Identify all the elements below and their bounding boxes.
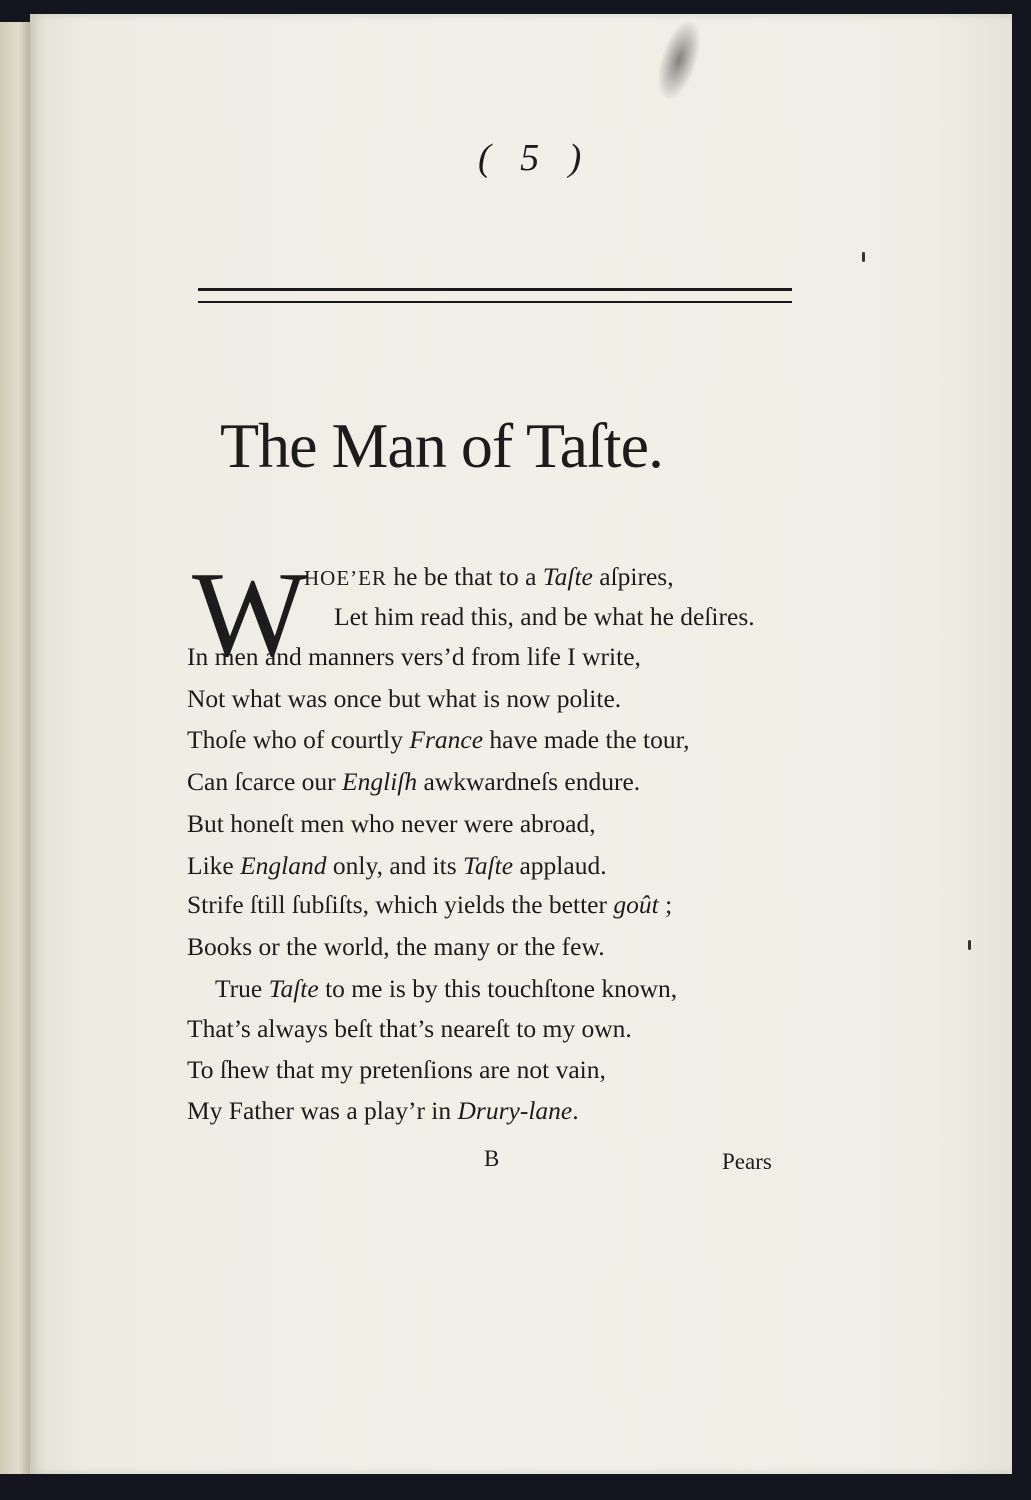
italic-word: England (240, 851, 327, 880)
poem-title: The Man of Taſte. (220, 410, 663, 481)
line-text: have made the tour, (483, 725, 690, 754)
line-text: . (572, 1096, 579, 1125)
line-text: My Father was a play’r in (187, 1096, 458, 1125)
poem-line (187, 853, 607, 879)
drop-cap: W (192, 547, 308, 682)
line-text: Not what was once but what is now polite. (187, 684, 622, 713)
poem-line (187, 892, 672, 918)
page-number: ( 5 ) (478, 137, 592, 179)
line-text: applaud. (513, 851, 607, 880)
line-text: HOE’ER (304, 566, 387, 590)
line-text: Strife ſtill ſubſiſts, which yields the better (187, 890, 614, 919)
poem-line (187, 811, 596, 837)
line-text: That’s always beſt that’s neareſt to my own. (187, 1014, 632, 1043)
line-text: But honeſt men who never were abroad, (187, 809, 596, 838)
italic-word: Drury-lane (457, 1096, 573, 1125)
poem-line (187, 727, 689, 753)
ink-speck (968, 940, 971, 950)
double-rule-top (198, 288, 792, 291)
line-text: In men and manners vers’d from life I write, (187, 642, 641, 671)
poem-line (187, 1098, 579, 1124)
line-text: Let him read this, and be what he deſires. (334, 602, 755, 631)
line-text: Can ſcarce our (187, 767, 343, 796)
signature-mark: B (484, 1146, 500, 1171)
italic-word: Taſte (463, 851, 514, 880)
italic-word: Engliſh (342, 767, 418, 796)
line-text: to me is by this touchſtone known, (318, 974, 678, 1003)
previous-page-edge (0, 22, 30, 1474)
poem-line (334, 604, 755, 630)
line-text: ; (658, 890, 673, 919)
poem-line (187, 934, 605, 960)
poem-line (187, 644, 641, 670)
line-text: aſpires, (592, 562, 674, 591)
book-page (30, 14, 1012, 1474)
poem-line (187, 686, 621, 712)
poem-line (187, 769, 640, 795)
line-text: Books or the world, the many or the few. (187, 932, 605, 961)
line-text: True (215, 974, 269, 1003)
poem-line (187, 1016, 632, 1042)
ink-smudge (650, 17, 707, 104)
double-rule-bottom (198, 301, 792, 303)
poem-line (187, 1057, 606, 1083)
italic-word: Taſte (268, 974, 319, 1003)
italic-word: France (409, 725, 484, 754)
poem-line (215, 976, 677, 1002)
line-text: Like (187, 851, 241, 880)
line-text: Thoſe who of courtly (187, 725, 410, 754)
line-text: only, and its (326, 851, 463, 880)
italic-word: goût (613, 890, 659, 919)
poem-line (304, 564, 674, 590)
italic-word: Taſte (542, 562, 593, 591)
line-text: awkwardneſs endure. (417, 767, 641, 796)
line-text: he be that to a (387, 562, 543, 591)
catchword: Pears (722, 1149, 772, 1174)
ink-speck (862, 252, 865, 262)
line-text: To ſhew that my pretenſions are not vain, (187, 1055, 606, 1084)
